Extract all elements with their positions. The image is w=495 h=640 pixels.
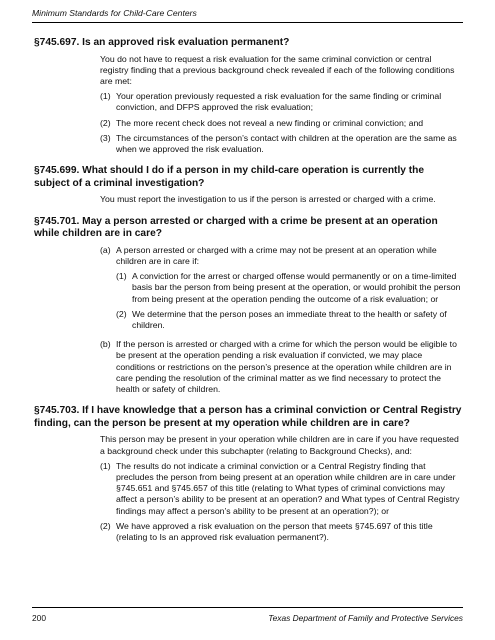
footer-rule (32, 607, 463, 608)
section-intro: You do not have to request a risk evaluation for the same criminal conviction or central registry finding that a previous background check revealed if each of the following conditions are met: (100, 53, 455, 86)
section-745-697 (34, 37, 462, 155)
header-rule (32, 22, 463, 23)
list-item (100, 118, 462, 129)
item-label: (2) (100, 520, 111, 531)
list-item (100, 91, 462, 113)
list-item (100, 521, 462, 543)
section-745-701 (34, 216, 462, 396)
item-text: We have approved a risk evaluation on the person that meets §745.697 of this title (relating to Is an approved risk evaluation permanent?). (116, 520, 433, 543)
section-heading: §745.699. What should I do if a person in my child-care operation is currently the subject of a criminal investigation? (34, 165, 425, 189)
item-text: Your operation previously requested a risk evaluation for the same finding or criminal conviction, and DFPS approved the risk evaluation; (116, 91, 442, 113)
item-label: (2) (100, 117, 111, 128)
document-body (34, 37, 462, 553)
item-text: The more recent check does not reveal a new finding or criminal conviction; and (116, 117, 424, 128)
section-body (100, 194, 462, 205)
item-label: (1) (100, 460, 111, 471)
section-intro: This person may be present in your operation while children are in care if you have requested a background check under this subchapter (relating to Background Checks), and: (100, 434, 459, 456)
section-body (100, 434, 462, 543)
section-heading: §745.697. Is an approved risk evaluation permanent? (34, 37, 290, 48)
subsection-a (100, 245, 462, 335)
page-number: 200 (32, 613, 46, 623)
item-text: The circumstances of the person’s contact with children at the operation are the same as when we approved the risk evaluation. (116, 132, 457, 155)
item-label: (b) (100, 339, 111, 350)
item-label: (1) (100, 91, 111, 102)
item-label: (3) (100, 132, 111, 143)
item-text: A person arrested or charged with a crime may not be present at an operation while children are in care if: (116, 244, 437, 266)
running-header: Minimum Standards for Child-Care Centers (32, 8, 197, 18)
section-intro: You must report the investigation to us if the person is arrested or charged with a crime. (100, 194, 436, 205)
list-item (100, 461, 462, 517)
item-text: The results do not indicate a criminal conviction or a Central Registry finding that precludes the person from being present at an operation while children are in care under §745.651 and §745.657 of this title (relating to What types of criminal convictions may affect a person’s ability to be present at an operation? and What types of Central Registry findings may affect a person’s ability to be present at an operation?); or (116, 460, 460, 516)
item-text: We determine that the person poses an immediate threat to the health or safety of children. (132, 308, 447, 331)
section-body (100, 245, 462, 395)
section-body (100, 54, 462, 156)
list-item (116, 309, 462, 331)
list-item (116, 271, 462, 305)
item-text: If the person is arrested or charged with a crime for which the person would be eligible to be present at the operation pending a risk evaluation if convicted, we may place conditions or restrictions on the person’s presence at the operation while children are in care pending the resolution of the criminal matter as we find necessary to protect the health or safety of children. (116, 339, 457, 395)
item-label: (2) (116, 308, 127, 319)
footer-agency: Texas Department of Family and Protective Services (268, 613, 463, 623)
section-745-699 (34, 165, 462, 205)
section-745-703 (34, 405, 462, 543)
item-label: (1) (116, 271, 127, 282)
list-item (100, 133, 462, 155)
item-text: A conviction for the arrest or charged offense would permanently or on a time-limited basis bar the person from being present at the operation, or would prohibit the person from being present at the operation pending the outcome of a risk evaluation; or (132, 271, 461, 304)
subsection-b (100, 339, 462, 395)
section-heading: §745.701. May a person arrested or charged with a crime be present at an operation while children are in care? (34, 215, 438, 240)
section-heading: §745.703. If I have knowledge that a person has a criminal conviction or Central Registry finding, can the person be present at my operation while children are in care? (34, 405, 462, 429)
subsection-content (116, 245, 462, 335)
item-label: (a) (100, 244, 111, 255)
